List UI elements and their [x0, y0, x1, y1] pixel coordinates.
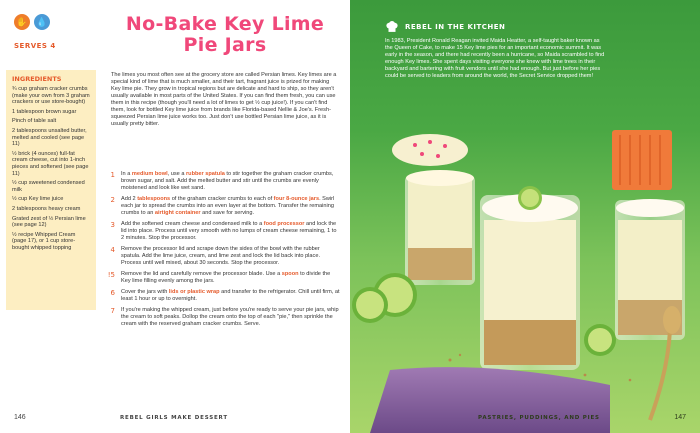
step-text [121, 221, 340, 242]
book-title: REBEL GIRLS MAKE DESSERT [120, 415, 228, 421]
step-highlight: lids or plastic wrap [168, 289, 220, 295]
step-fragment: Add the softened cream cheese and condensed milk to a [121, 221, 264, 227]
step-fragment: and save for serving. [200, 210, 255, 216]
step-fragment: In a [121, 171, 132, 177]
steps-list [100, 171, 340, 332]
ingredient-item: 2 tablespoons heavy cream [12, 205, 81, 212]
step-text [121, 289, 340, 303]
dietary-icons [14, 14, 50, 30]
intro-paragraph: The limes you most often see at the grocery store are called Persian limes. Key limes are a special kind of lime that is much smaller, and their tart, fragrant juice is prized for making Key lime pie. They grow in tropical regions but are delicate and hard to ship, so they aren't usually available in most parts of the United States. If you can find them fresh, you can use them in this recipe (though you'll need a lot of limes to get ½ cup juice!). If you can't find them, look for bottled Key lime juice from brands like Florida-based Nellie & Joe's. Fresh-squeezed Persian lime juice works too. Just don't use bottled Persian lime juice, as it is usually pretty bitter. [111, 72, 337, 127]
ingredient-item: ½ cup sweetened condensed milk [12, 180, 85, 193]
step-text [121, 271, 340, 285]
step-number: !5 [107, 271, 115, 279]
ingredient-item: ½ cup Key lime juice [12, 196, 64, 203]
step-fragment: Remove the processor lid and scrape down the sides of the bowl with the rubber spatula. Add the lime juice, cream, and lime zest and lock the lid back into place. Process until well mixed, about 30 seconds. Stop the processor. [121, 246, 320, 266]
step-item [100, 289, 340, 303]
step-text [121, 246, 340, 267]
ingredient-item: ¾ cup graham cracker crumbs (make your own from 3 graham crackers or use store-bought) [12, 86, 90, 106]
step-fragment: , use a [167, 171, 186, 177]
step-highlight: airtight container [154, 210, 201, 216]
step-number: 4 [110, 246, 115, 254]
step-item [100, 307, 340, 328]
step-highlight: medium bowl [131, 171, 168, 177]
step-fragment: Add 2 [121, 196, 138, 202]
step-number: 3 [110, 221, 115, 229]
step-number: 6 [110, 289, 115, 297]
page-number-right: 147 [674, 414, 686, 421]
step-fragment: and lock the lid into place. Process until very smooth with no lumps of cream cheese remaining, 1 to 2 minutes. Stop the processor. [121, 221, 337, 241]
right-page [350, 0, 700, 433]
step-text [121, 171, 340, 192]
drop-icon: 💧 [34, 14, 50, 30]
step-highlight: food processor [263, 221, 305, 227]
step-number: 7 [110, 307, 115, 315]
step-highlight: rubber spatula [186, 171, 225, 177]
step-highlight: tablespoons [137, 196, 171, 202]
step-fragment: Remove the lid and carefully remove the processor blade. Use a [121, 271, 282, 277]
step-highlight: spoon [281, 271, 299, 277]
ingredient-item: ½ brick (4 ounces) full-fat cream cheese, cut into 1-inch pieces and softened (see page 11) [12, 150, 89, 177]
step-number: 2 [110, 196, 115, 204]
step-fragment: . Swirl each jar to spread the crumbs into an even layer at the bottom. Transfer the remaining crumbs to an [121, 196, 335, 216]
step-item [100, 221, 340, 242]
step-fragment: to stir together the graham cracker crumbs, brown sugar, and salt. Add the melted butter and stir until the crumbs are evenly moistened and look like wet sand. [121, 171, 334, 191]
step-fragment: Cover the jars with [121, 289, 169, 295]
step-highlight: four 8-ounce jars [273, 196, 320, 202]
ingredient-item: 2 tablespoons unsalted butter, melted and cooled (see page 11) [12, 127, 87, 148]
step-fragment: of the graham cracker crumbs to each of [170, 196, 274, 202]
ingredient-item: Pinch of table salt [12, 118, 57, 125]
page-number-left: 146 [14, 414, 26, 421]
step-item [100, 271, 340, 285]
section-title: PASTRIES, PUDDINGS, AND PIES [478, 415, 600, 421]
recipe-title: No-Bake Key Lime Pie Jars [125, 13, 325, 56]
step-item [100, 171, 340, 192]
ingredient-item: Grated zest of ½ Persian lime (see page 12) [12, 215, 86, 229]
step-item [100, 246, 340, 267]
ingredient-item: ½ recipe Whipped Cream (page 17), or 1 cup store-bought whipped topping [12, 231, 76, 251]
ingredients-list [12, 86, 90, 251]
key-lime-pie-jars-photo [350, 130, 700, 433]
hand-icon: ✋ [14, 14, 30, 30]
ingredients-panel [6, 70, 96, 310]
chef-hat-icon [385, 20, 399, 34]
step-number: 1 [110, 171, 115, 179]
rebel-text: In 1983, President Ronald Reagan invited Maida Heatter, a self-taught baker known as the Queen of Cake, to make 15 Key lime pies for an important economic summit. It was early in the season, and there had recently been a hurricane, so Maida scrambled to find enough Key limes. She spent days visiting everyone she knew with lime trees in their backyard and bartering with fruit vendors until she had enough. But just before her pies could be served to leaders from around the world, the Secret Service dropped them! [385, 38, 605, 79]
step-fragment: If you're making the whipped cream, just before you're ready to serve your pie jars, whip the cream to soft peaks. Dollop the cream onto the top of each "pie," then sprinkle the cream with the reserved graham cracker crumbs. Serve. [121, 307, 339, 327]
step-item [100, 196, 340, 217]
step-fragment: to divide the Key lime filling evenly among the jars. [121, 271, 331, 284]
step-text [121, 196, 340, 217]
ingredient-item: 1 tablespoon brown sugar [12, 108, 77, 115]
serves-label: SERVES 4 [14, 42, 56, 50]
rebel-sidebar [385, 20, 605, 80]
ingredients-title: INGREDIENTS [12, 75, 62, 83]
step-text [121, 307, 340, 328]
rebel-title: REBEL IN THE KITCHEN [405, 23, 506, 31]
step-fragment: and transfer to the refrigerator. Chill until firm, at least 1 hour or up to overnight. [121, 289, 340, 302]
